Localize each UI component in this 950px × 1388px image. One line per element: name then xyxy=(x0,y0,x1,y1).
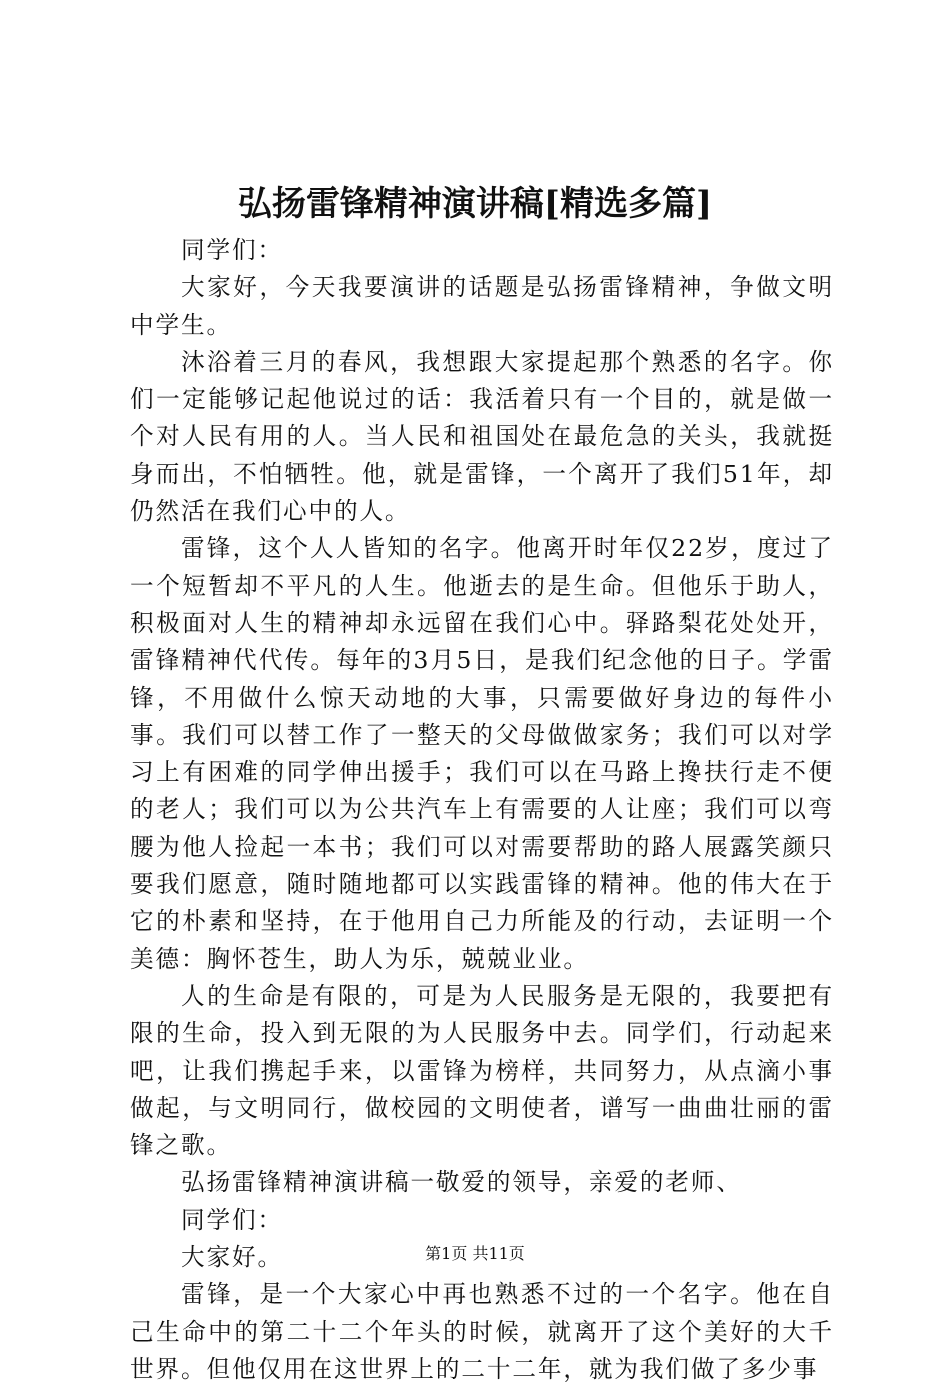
document-title: 弘扬雷锋精神演讲稿[精选多篇] xyxy=(237,184,713,224)
paragraph-lei-feng-name: 雷锋，是一个大家心中再也熟悉不过的一个名字。他在自己生命中的第二十二个年头的时候，就离开了这个美好的大千世界。但他仅用在这世界上的二十二年，就为我们做了多少事 xyxy=(130,1280,834,1383)
paragraph-spring-wind: 沐浴着三月的春风，我想跟大家提起那个熟悉的名字。你们一定能够记起他说过的话：我活着只有一个目的，就是做一个对人民有用的人。当人民和祖国处在最危急的关头，我就挺身而出，不怕牺牲。他，就是雷锋，一个离开了我们51年，却仍然活在我们心中的人。 xyxy=(130,347,834,526)
paragraph-serve-people: 人的生命是有限的，可是为人民服务是无限的，我要把有限的生命，投入到无限的为人民服务中去。同学们，行动起来吧，让我们携起手来，以雷锋为榜样，共同努力，从点滴小事做起，与文明同行，做校园的文明使者，谱写一曲曲壮丽的雷锋之歌。 xyxy=(130,981,834,1160)
paragraph-lei-feng-life: 雷锋，这个人人皆知的名字。他离开时年仅22岁，度过了一个短暂却不平凡的人生。他逝去的是生命。但他乐于助人，积极面对人生的精神却永远留在我们心中。驿路梨花处处开，雷锋精神代代传。每年的3月5日，是我们纪念他的日子。学雷锋，不用做什么惊天动地的大事，只需要做好身边的每件小事。我们可以替工作了一整天的父母做做家务；我们可以对学习上有困难的同学伸出援手；我们可以在马路上搀扶行走不便的老人；我们可以为公共汽车上有需要的人让座；我们可以弯腰为他人捡起一本书；我们可以对需要帮助的路人展露笑颜只要我们愿意，随时随地都可以实践雷锋的精神。他的伟大在于它的朴素和坚持，在于他用自己力所能及的行动，去证明一个美德：胸怀苍生，助人为乐，兢兢业业。 xyxy=(130,534,834,973)
paragraph-greeting-2: 同学们： xyxy=(181,1205,283,1234)
page-number-footer: 第1页 共11页 xyxy=(425,1244,525,1263)
document-body xyxy=(130,232,834,1388)
paragraph-second-speech-heading: 弘扬雷锋精神演讲稿一敬爱的领导，亲爱的老师、 xyxy=(181,1168,742,1197)
paragraph-greeting: 同学们： xyxy=(181,236,283,264)
paragraph-intro: 大家好，今天我要演讲的话题是弘扬雷锋精神，争做文明中学生。 xyxy=(130,273,834,339)
paragraph-hello: 大家好。 xyxy=(181,1243,283,1272)
